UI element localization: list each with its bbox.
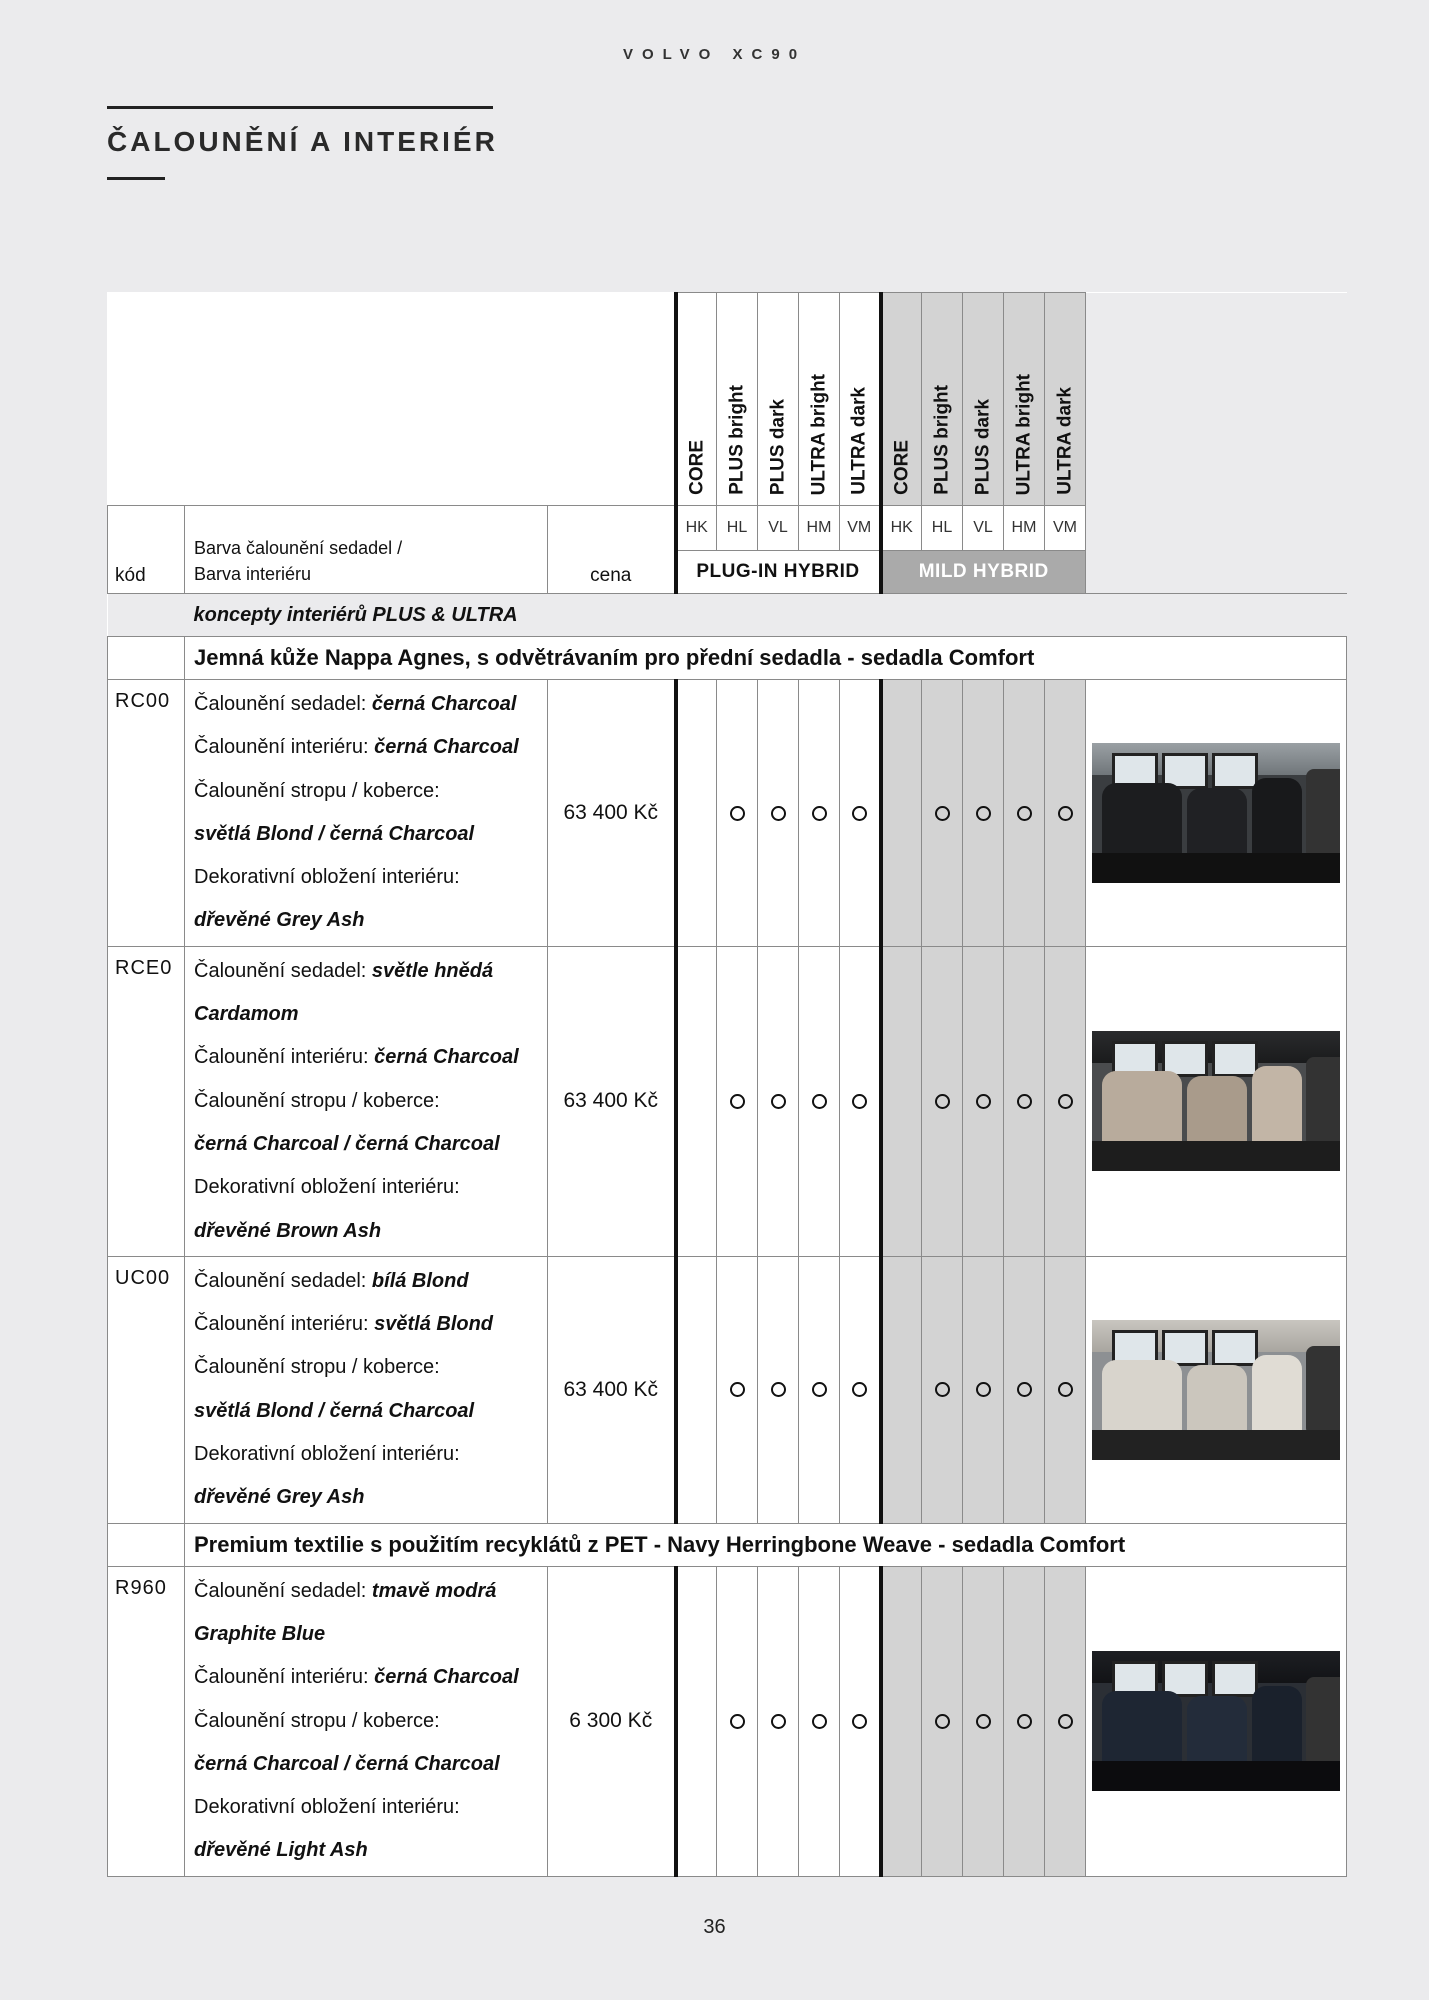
availability-cell (840, 1256, 881, 1523)
option-code: UC00 (108, 1256, 185, 1523)
upholstery-table (107, 292, 1347, 1877)
option-code: R960 (108, 1566, 185, 1876)
availability-cell (881, 1566, 922, 1876)
availability-cell (840, 946, 881, 1256)
car-interior-navy-icon (1092, 1651, 1340, 1791)
variant-abbr: HL (922, 506, 963, 551)
available-circle-icon (935, 1714, 950, 1729)
variant-header: ULTRA bright (799, 293, 840, 506)
available-circle-icon (812, 806, 827, 821)
available-circle-icon (771, 806, 786, 821)
availability-cell (799, 1566, 840, 1876)
available-circle-icon (812, 1714, 827, 1729)
variant-abbr: HL (717, 506, 758, 551)
concept-label: koncepty interiérů PLUS & ULTRA (185, 594, 1347, 637)
available-circle-icon (730, 1094, 745, 1109)
available-circle-icon (852, 1714, 867, 1729)
available-circle-icon (771, 1382, 786, 1397)
option-price: 63 400 Kč (548, 946, 676, 1256)
availability-cell (922, 946, 963, 1256)
availability-cell (1045, 946, 1086, 1256)
available-circle-icon (976, 806, 991, 821)
table-row (108, 1256, 1347, 1523)
available-circle-icon (1017, 1382, 1032, 1397)
availability-cell (717, 1566, 758, 1876)
availability-cell (963, 946, 1004, 1256)
concept-row (108, 594, 1347, 637)
variant-abbr: HM (1004, 506, 1045, 551)
available-circle-icon (935, 806, 950, 821)
availability-cell (922, 1566, 963, 1876)
available-circle-icon (1017, 1094, 1032, 1109)
variant-abbr: HK (881, 506, 922, 551)
option-description: Čalounění sedadel: tmavě modrá Graphite Blue Čalounění interiéru: černá Charcoal Čalounění stropu / koberce: černá Charcoal / černá Charcoal Dekorativní obložení interiéru: dřevěné Light Ash (185, 1566, 548, 1876)
title-rule-short (107, 177, 165, 180)
page-title: ČALOUNĚNÍ A INTERIÉR (107, 126, 498, 157)
option-price: 63 400 Kč (548, 680, 676, 947)
availability-cell (1004, 680, 1045, 947)
availability-cell (717, 1256, 758, 1523)
variant-abbr: VL (758, 506, 799, 551)
availability-cell (1045, 1566, 1086, 1876)
column-header-kod: kód (108, 506, 185, 594)
available-circle-icon (1017, 1714, 1032, 1729)
availability-cell (676, 1256, 717, 1523)
availability-cell (758, 1566, 799, 1876)
available-circle-icon (852, 1382, 867, 1397)
option-description: Čalounění sedadel: světle hnědá Cardamom Čalounění interiéru: černá Charcoal Čalounění stropu / koberce: černá Charcoal / černá Charcoal Dekorativní obložení interiéru: dřevěné Brown Ash (185, 946, 548, 1256)
available-circle-icon (935, 1382, 950, 1397)
section-title: Premium textilie s použitím recyklátů z PET - Navy Herringbone Weave - sedadla Comfort (185, 1523, 1347, 1566)
group-plug-in-hybrid: PLUG-IN HYBRID (676, 551, 881, 594)
availability-cell (1004, 1256, 1045, 1523)
available-circle-icon (771, 1714, 786, 1729)
availability-cell (922, 680, 963, 947)
table-row (108, 946, 1347, 1256)
option-code: RCE0 (108, 946, 185, 1256)
column-header-cena: cena (548, 506, 676, 594)
variant-abbr: HK (676, 506, 717, 551)
availability-cell (799, 946, 840, 1256)
available-circle-icon (852, 1094, 867, 1109)
availability-cell (758, 680, 799, 947)
availability-cell (840, 1566, 881, 1876)
availability-cell (717, 680, 758, 947)
variant-header: PLUS bright (717, 293, 758, 506)
available-circle-icon (976, 1094, 991, 1109)
variant-header: CORE (676, 293, 717, 506)
availability-cell (717, 946, 758, 1256)
page-number: 36 (703, 1916, 726, 1938)
available-circle-icon (1058, 806, 1073, 821)
availability-cell (758, 946, 799, 1256)
available-circle-icon (852, 806, 867, 821)
table-row (108, 1566, 1347, 1876)
variant-abbr: HM (799, 506, 840, 551)
availability-cell (1045, 680, 1086, 947)
section-title: Jemná kůže Nappa Agnes, s odvětrávaním pro přední sedadla - sedadla Comfort (185, 637, 1347, 680)
availability-cell (922, 1256, 963, 1523)
table-row (108, 680, 1347, 947)
availability-cell (676, 1566, 717, 1876)
variant-header: ULTRA dark (1045, 293, 1086, 506)
option-price: 63 400 Kč (548, 1256, 676, 1523)
availability-cell (676, 680, 717, 947)
title-rule-long (107, 106, 493, 109)
available-circle-icon (771, 1094, 786, 1109)
car-interior-brown-icon (1092, 1031, 1340, 1171)
option-description: Čalounění sedadel: černá Charcoal Čalounění interiéru: černá Charcoal Čalounění stropu / koberce: světlá Blond / černá Charcoal Dekorativní obložení interiéru: dřevěné Grey Ash (185, 680, 548, 947)
availability-cell (840, 680, 881, 947)
variant-header: CORE (881, 293, 922, 506)
available-circle-icon (730, 1714, 745, 1729)
variant-header: PLUS dark (963, 293, 1004, 506)
car-interior-dark-icon (1092, 743, 1340, 883)
variant-abbr: VM (1045, 506, 1086, 551)
brand-header: VOLVO XC90 (622, 46, 807, 63)
available-circle-icon (1058, 1094, 1073, 1109)
available-circle-icon (1058, 1382, 1073, 1397)
available-circle-icon (812, 1382, 827, 1397)
available-circle-icon (730, 806, 745, 821)
variant-header-row (108, 293, 1347, 506)
availability-cell (1004, 946, 1045, 1256)
availability-cell (758, 1256, 799, 1523)
availability-cell (799, 680, 840, 947)
availability-cell (881, 680, 922, 947)
car-interior-light-icon (1092, 1320, 1340, 1460)
available-circle-icon (976, 1382, 991, 1397)
available-circle-icon (935, 1094, 950, 1109)
available-circle-icon (812, 1094, 827, 1109)
variant-header: PLUS dark (758, 293, 799, 506)
availability-cell (799, 1256, 840, 1523)
variant-header: PLUS bright (922, 293, 963, 506)
group-mild-hybrid: MILD HYBRID (881, 551, 1086, 594)
available-circle-icon (976, 1714, 991, 1729)
availability-cell (676, 946, 717, 1256)
availability-cell (881, 946, 922, 1256)
option-code: RC00 (108, 680, 185, 947)
availability-cell (963, 680, 1004, 947)
availability-cell (1045, 1256, 1086, 1523)
column-header-barva: Barva čalounění sedadel / Barva interiéru (185, 506, 548, 594)
available-circle-icon (1058, 1714, 1073, 1729)
availability-cell (1004, 1566, 1045, 1876)
variant-abbr: VM (840, 506, 881, 551)
section-row (108, 637, 1347, 680)
availability-cell (963, 1566, 1004, 1876)
variant-header: ULTRA dark (840, 293, 881, 506)
availability-cell (963, 1256, 1004, 1523)
available-circle-icon (1017, 806, 1032, 821)
section-row (108, 1523, 1347, 1566)
available-circle-icon (730, 1382, 745, 1397)
availability-cell (881, 1256, 922, 1523)
variant-header: ULTRA bright (1004, 293, 1045, 506)
variant-abbr: VL (963, 506, 1004, 551)
option-price: 6 300 Kč (548, 1566, 676, 1876)
option-description: Čalounění sedadel: bílá Blond Čalounění interiéru: světlá Blond Čalounění stropu / koberce: světlá Blond / černá Charcoal Dekorativní obložení interiéru: dřevěné Grey Ash (185, 1256, 548, 1523)
